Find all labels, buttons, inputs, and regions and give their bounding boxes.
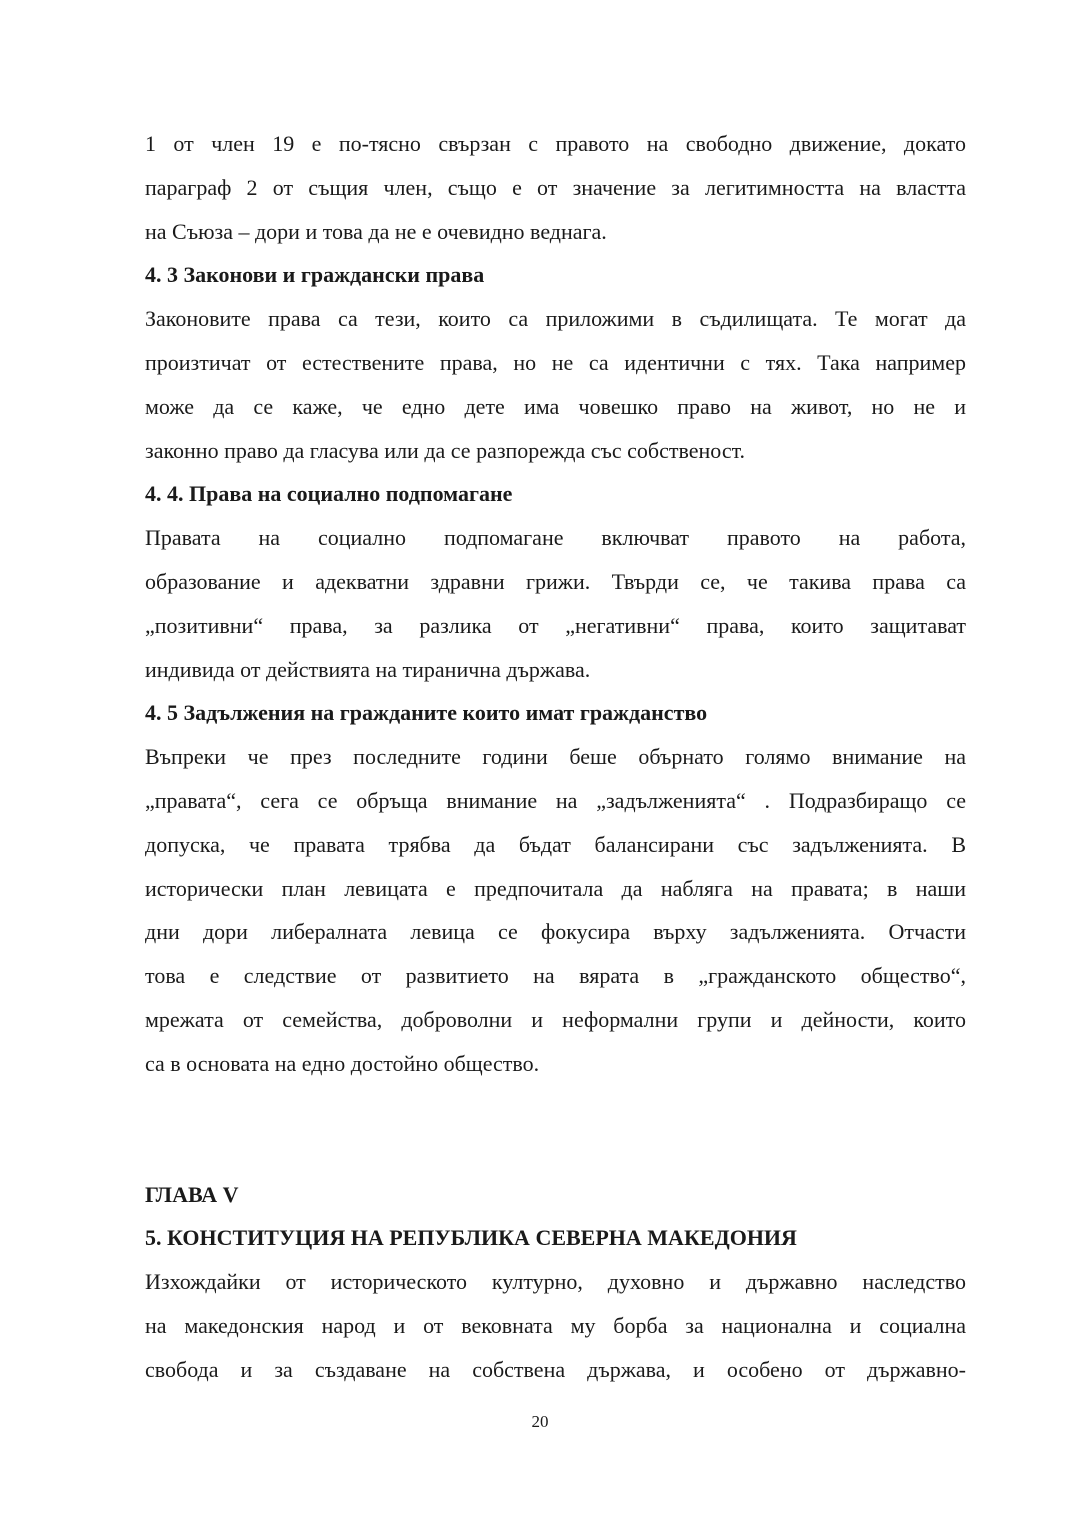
paragraph-line: Изхождайки от историческото културно, духовно и държавно наследство <box>145 1269 966 1295</box>
paragraph-line: на македонския народ и от вековната му борба за национална и социална <box>145 1312 966 1338</box>
paragraph-line: индивида от действията на тиранична държава. <box>145 656 591 682</box>
paragraph-line: произтичат от естествените права, но не са идентични с тях. Така например <box>145 349 966 375</box>
paragraph-line: 1 от член 19 е по-тясно свързан с правото на свободно движение, докато <box>145 131 966 156</box>
paragraph-line: „позитивни“ права, за разлика от „негативни“ права, които защитават <box>145 612 966 638</box>
paragraph-line: допуска, че правата трябва да бъдат балансирани със задълженията. В <box>145 831 966 857</box>
paragraph-line: „правата“, сега се обръща внимание на „задълженията“ . Подразбиращо се <box>145 787 966 813</box>
paragraph-line: законно право да гласува или да се разпорежда със собственост. <box>145 437 746 463</box>
page-number: 20 <box>531 1412 549 1431</box>
paragraph-line: исторически план левицата е предпочитала да набляга на правата; в наши <box>145 875 966 901</box>
document-page <box>145 122 966 1392</box>
paragraph-line: мрежата от семейства, доброволни и неформални групи и дейности, които <box>145 1006 966 1032</box>
paragraph-line: това е следствие от развитието на вярата в „гражданското общество“, <box>145 963 966 989</box>
paragraph-line: параграф 2 от същия член, също е от значение за легитимността на властта <box>145 174 966 200</box>
chapter-5-paragraph <box>145 1260 966 1391</box>
section-heading-4-5: 4. 5 Задължения на гражданите които имат гражданство <box>145 700 708 726</box>
section-4-5-paragraph <box>145 735 966 1085</box>
paragraph-line: може да се каже, че едно дете има човешко право на живот, но не и <box>145 393 966 419</box>
section-4-4-paragraph <box>145 516 966 691</box>
chapter-heading: 5. КОНСТИТУЦИЯ НА РЕПУБЛИКА СЕВЕРНА МАКЕДОНИЯ <box>145 1225 797 1251</box>
section-heading-4-4: 4. 4. Права на социално подпомагане <box>145 481 513 507</box>
chapter-spacer <box>145 1086 966 1173</box>
chapter-label: ГЛАВА V <box>145 1181 239 1207</box>
intro-paragraph <box>145 122 966 253</box>
paragraph-line: дни дори либералната левица се фокусира върху задълженията. Отчасти <box>145 919 966 945</box>
paragraph-line: свобода и за създаване на собствена държава, и особено от държавно- <box>145 1356 966 1382</box>
section-heading-4-3: 4. 3 Законови и граждански права <box>145 262 485 288</box>
paragraph-line: на Съюза – дори и това да не е очевидно веднага. <box>145 218 607 244</box>
paragraph-line: са в основата на едно достойно общество. <box>145 1050 540 1076</box>
paragraph-line: Законовите права са тези, които са приложими в съдилищата. Те могат да <box>145 306 966 332</box>
section-4-3-paragraph <box>145 297 966 472</box>
paragraph-line: Въпреки че през последните години беше обърнато голямо внимание на <box>145 744 966 770</box>
paragraph-line: Правата на социално подпомагане включват правото на работа, <box>145 525 966 551</box>
paragraph-line: образование и адекватни здравни грижи. Твърди се, че такива права са <box>145 568 966 594</box>
